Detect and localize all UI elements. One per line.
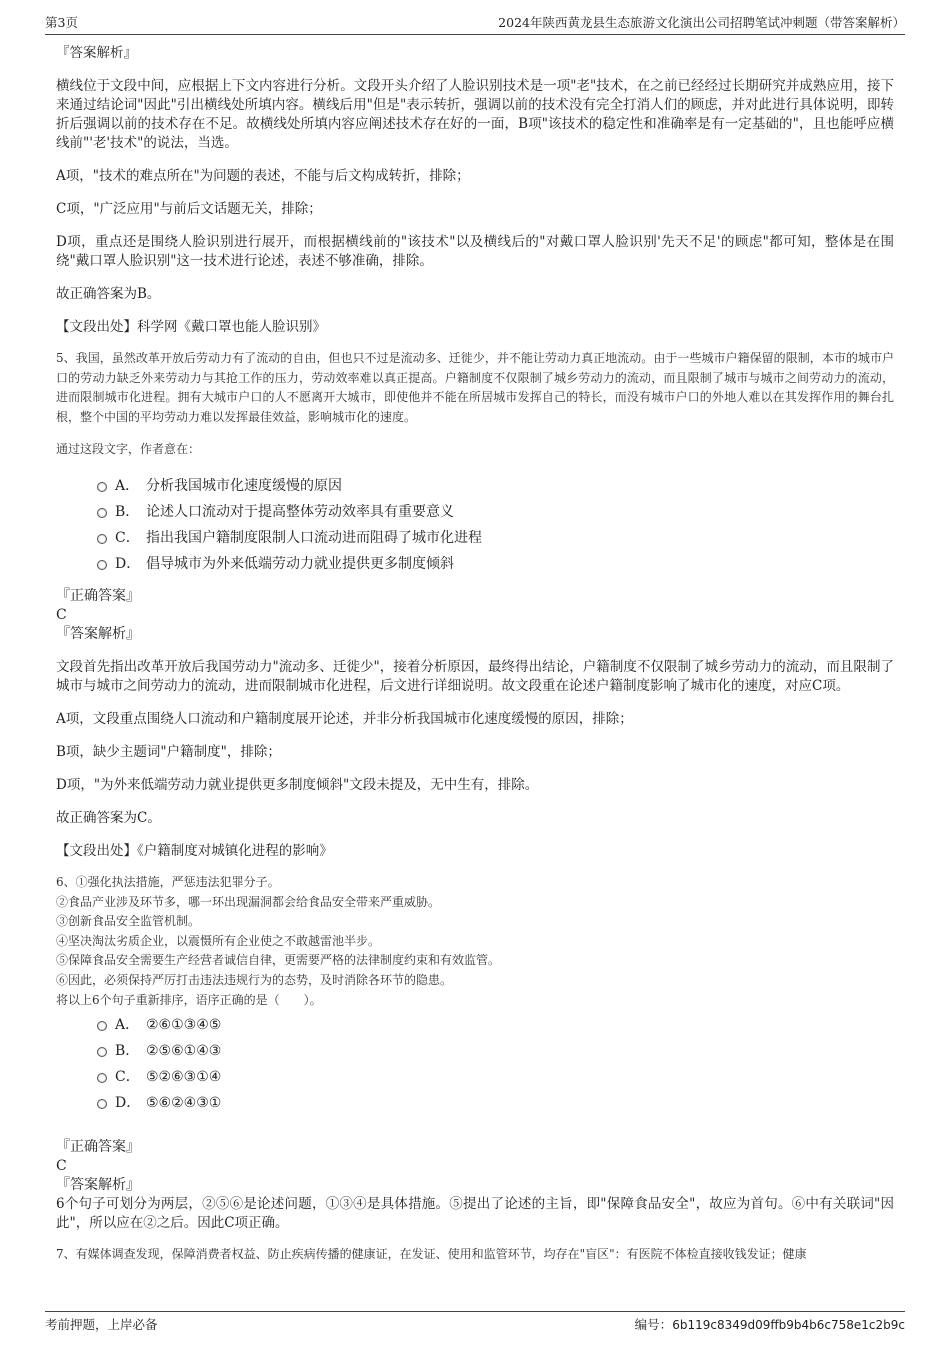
q5-source: 【文段出处】《户籍制度对城镇化进程的影响》 [56, 842, 333, 859]
radio-button[interactable] [97, 1073, 107, 1083]
q6-answer: C [56, 1158, 67, 1175]
q5-analysis-p2: A项，文段重点围绕人口流动和户籍制度展开论述，并非分析我国城市化速度缓慢的原因，排除； [56, 710, 633, 727]
q7-stem: 7、有媒体调查发现，保障消费者权益、防止疾病传播的健康证，在发证、使用和监管环节，均存在"盲区"：有医院不体检直接收钱发证；健康 [56, 1247, 807, 1262]
q5-stem: 5、我国，虽然改革开放后劳动力有了流动的自由，但也只不过是流动多、迁徙少，并不能让劳动力真正地流动。由于一些城市户籍保留的限制，本市的城市户口的劳动力缺乏外来劳动力与其抢工作的压力，劳动效率难以真正提高。户籍制度不仅限制了城乡劳动力的流动，而且限制了城市与城市之间劳动力的流动，进而限制城市化进程。拥有大城市户口的人不愿离开大城市，即使他并不能在所居城市发挥自己的特长，而没有城市户口的外地人难以在其发挥作用的舞台扎根，整个中国的平均劳动力难以发挥最佳效益，影响城市化的速度。 [56, 351, 894, 424]
radio-button[interactable] [97, 1099, 107, 1109]
document-code: 编号：6b119c8349d09ffb9b4b6c758e1c2b9c [634, 1317, 905, 1332]
q5-analysis-p3: B项，缺少主题词"户籍制度"，排除； [56, 743, 281, 760]
q6-option-c[interactable]: C． ⑤②⑥③①④ [56, 1064, 894, 1090]
q5-option-a[interactable]: A． 分析我国城市化速度缓慢的原因 [56, 473, 894, 499]
q5-analysis-p5: 故正确答案为C。 [56, 809, 161, 826]
q6-analysis-p1: 6个句子可划分为两层，②⑤⑥是论述问题，①③④是具体措施。⑤提出了论述的主旨，即"保障食品安全"，故应为首句。⑥中有关联词"因此"，所以应在②之后。因此C项正确。 [56, 1196, 894, 1232]
q5-options [56, 473, 894, 577]
q6-option-a[interactable]: A． ②⑥①③④⑤ [56, 1012, 894, 1038]
page-header [45, 14, 905, 35]
radio-button[interactable] [97, 482, 107, 492]
q4-analysis-p3: C项，"广泛应用"与前后文话题无关，排除； [56, 201, 322, 217]
q5-analysis-label: 『答案解析』 [56, 625, 140, 642]
q5-option-c[interactable]: C． 指出我国户籍制度限制人口流动进而阻碍了城市化进程 [56, 525, 894, 551]
q5-option-d[interactable]: D． 倡导城市为外来低端劳动力就业提供更多制度倾斜 [56, 551, 894, 577]
q4-analysis-p4: D项，重点还是围绕人脸识别进行展开，而根据横线前的"该技术"以及横线后的"对戴口罩人脸识别'先天不足'的顾虑"都可知，整体是在围绕"戴口罩人脸识别"这一技术进行论述，表述不够准确，排除。 [56, 234, 894, 269]
q5-prompt: 通过这段文字，作者意在： [56, 442, 201, 457]
footer-slogan: 考前押题，上岸必备 [45, 1317, 158, 1332]
q6-line: 6、①强化执法措施，严惩违法犯罪分子。 [56, 874, 280, 889]
q6-option-d[interactable]: D． ⑤⑥②④③① [56, 1090, 894, 1116]
q6-answer-label: 『正确答案』 [56, 1139, 140, 1156]
q6-line: ③创新食品安全监管机制。 [56, 914, 201, 929]
q5-analysis-p4: D项，"为外来低端劳动力就业提供更多制度倾斜"文段未提及，无中生有，排除。 [56, 776, 539, 793]
q5-answer: C [56, 606, 67, 623]
q6-stem [56, 873, 894, 1010]
q6-line: ②食品产业涉及环节多，哪一环出现漏洞都会给食品安全带来严重威胁。 [56, 894, 441, 909]
q6-line: ④坚决淘汰劣质企业，以震慑所有企业使之不敢越雷池半步。 [56, 933, 381, 948]
page-footer [45, 1311, 905, 1336]
page-number: 第3页 [45, 15, 78, 30]
q4-analysis-p1: 横线位于文段中间，应根据上下文内容进行分析。文段开头介绍了人脸识别技术是一项"老"技术，在之前已经经过长期研究并成熟应用，接下来通过结论词"因此"引出横线处所填内容。横线后用"但是"表示转折，强调以前的技术没有完全打消人们的顾虑，并对此进行具体说明，即转折后强调以前的技术存在不足。故横线处所填内容应阐述技术存在好的一面，B项"该技术的稳定性和准确率是有一定基础的"，且也能呼应横线前"'老'技术"的说法，当选。 [56, 78, 894, 151]
q5-option-b[interactable]: B． 论述人口流动对于提高整体劳动效率具有重要意义 [56, 499, 894, 525]
q6-options [56, 1012, 894, 1116]
q5-answer-label: 『正确答案』 [56, 587, 140, 604]
q6-analysis-label: 『答案解析』 [56, 1177, 140, 1194]
document-title: 2024年陕西黄龙县生态旅游文化演出公司招聘笔试冲刺题（带答案解析） [498, 15, 905, 30]
radio-button[interactable] [97, 1047, 107, 1057]
q4-analysis-p2: A项，"技术的难点所在"为问题的表述，不能与后文构成转折，排除； [56, 168, 470, 184]
radio-button[interactable] [97, 508, 107, 518]
radio-button[interactable] [97, 534, 107, 544]
q6-line: ⑥因此，必须保持严厉打击违法违规行为的态势，及时消除各环节的隐患。 [56, 972, 453, 987]
document-body [56, 44, 894, 1265]
q5-analysis-p1: 文段首先指出改革开放后我国劳动力"流动多、迁徙少"，接着分析原因，最终得出结论，户籍制度不仅限制了城乡劳动力的流动，而且限制了城市与城市之间劳动力的流动，进而限制城市化进程，后文进行详细说明。故文段重在论述户籍制度影响了城市化的速度，对应C项。 [56, 658, 894, 694]
q6-line: 将以上6个句子重新排序，语序正确的是（ ）。 [56, 992, 322, 1007]
q4-source: 【文段出处】科学网《戴口罩也能人脸识别》 [56, 319, 326, 335]
q4-analysis-label: 『答案解析』 [56, 45, 137, 61]
q6-line: ⑤保障食品安全需要生产经营者诚信自律，更需要严格的法律制度约束和有效监管。 [56, 953, 501, 968]
q4-analysis-p5: 故正确答案为B。 [56, 286, 161, 302]
radio-button[interactable] [97, 1021, 107, 1031]
radio-button[interactable] [97, 560, 107, 570]
q6-option-b[interactable]: B． ②⑤⑥①④③ [56, 1038, 894, 1064]
